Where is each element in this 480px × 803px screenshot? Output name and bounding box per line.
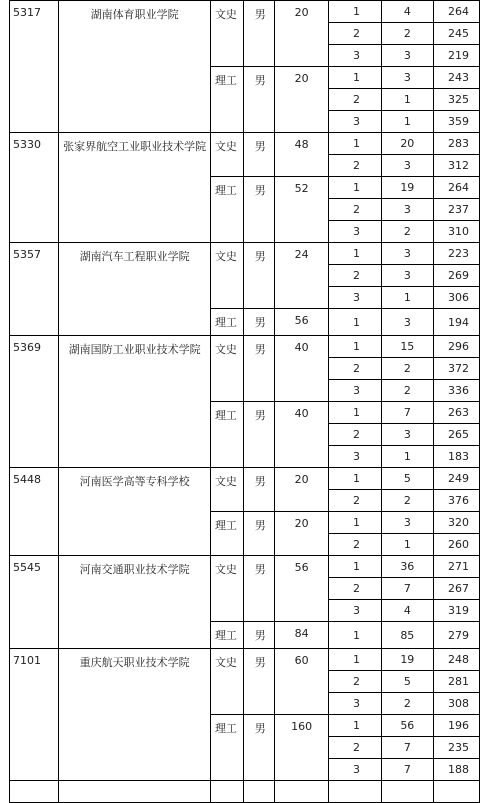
min-score: 312 [433, 155, 479, 177]
school-name: 湖南汽车工程职业学院 [59, 243, 211, 336]
school-code: 5357 [10, 243, 59, 336]
batch-number: 2 [328, 23, 381, 45]
table-row [10, 336, 480, 358]
batch-number: 2 [328, 265, 381, 287]
gender: 男 [243, 512, 275, 556]
table-row [10, 243, 480, 265]
min-score: 281 [433, 671, 479, 693]
empty-cell [328, 781, 381, 803]
table-body [10, 1, 480, 803]
min-score: 325 [433, 89, 479, 111]
min-score: 267 [433, 578, 479, 600]
min-score: 264 [433, 1, 479, 23]
batch-number: 2 [328, 199, 381, 221]
admitted-count: 1 [382, 534, 433, 556]
subject-category: 文史 [210, 649, 243, 715]
min-score: 260 [433, 534, 479, 556]
empty-cell [10, 781, 59, 803]
subject-category: 理工 [210, 715, 243, 781]
admitted-count: 2 [382, 380, 433, 402]
admitted-count: 7 [382, 759, 433, 781]
batch-number: 1 [328, 336, 381, 358]
min-score: 264 [433, 177, 479, 199]
plan-count: 56 [275, 309, 329, 336]
plan-count: 20 [275, 67, 329, 133]
school-name: 湖南国防工业职业技术学院 [59, 336, 211, 468]
school-name: 重庆航天职业技术学院 [59, 649, 211, 781]
min-score: 296 [433, 336, 479, 358]
gender: 男 [243, 715, 275, 781]
admitted-count: 19 [382, 649, 433, 671]
table-row [10, 649, 480, 671]
admitted-count: 85 [382, 622, 433, 649]
admitted-count: 2 [382, 693, 433, 715]
batch-number: 2 [328, 737, 381, 759]
school-name: 张家界航空工业职业技术学院 [59, 133, 211, 243]
min-score: 248 [433, 649, 479, 671]
subject-category: 理工 [210, 177, 243, 243]
admitted-count: 7 [382, 578, 433, 600]
subject-category: 理工 [210, 309, 243, 336]
plan-count: 40 [275, 402, 329, 468]
subject-category: 文史 [210, 133, 243, 177]
gender: 男 [243, 1, 275, 67]
admitted-count: 3 [382, 512, 433, 534]
batch-number: 2 [328, 578, 381, 600]
min-score: 310 [433, 221, 479, 243]
admitted-count: 3 [382, 199, 433, 221]
table-row [10, 468, 480, 490]
min-score: 183 [433, 446, 479, 468]
school-code: 5317 [10, 1, 59, 133]
batch-number: 2 [328, 490, 381, 512]
admitted-count: 3 [382, 67, 433, 89]
batch-number: 3 [328, 446, 381, 468]
min-score: 219 [433, 45, 479, 67]
school-name: 河南医学高等专科学校 [59, 468, 211, 556]
admitted-count: 1 [382, 89, 433, 111]
subject-category: 理工 [210, 402, 243, 468]
batch-number: 3 [328, 693, 381, 715]
admitted-count: 36 [382, 556, 433, 578]
admitted-count: 4 [382, 1, 433, 23]
school-code: 7101 [10, 649, 59, 781]
admitted-count: 3 [382, 155, 433, 177]
min-score: 263 [433, 402, 479, 424]
school-code: 5369 [10, 336, 59, 468]
min-score: 245 [433, 23, 479, 45]
batch-number: 1 [328, 133, 381, 155]
plan-count: 56 [275, 556, 329, 622]
min-score: 265 [433, 424, 479, 446]
batch-number: 3 [328, 287, 381, 309]
batch-number: 1 [328, 309, 381, 336]
batch-number: 1 [328, 512, 381, 534]
admitted-count: 2 [382, 221, 433, 243]
admitted-count: 20 [382, 133, 433, 155]
gender: 男 [243, 649, 275, 715]
admitted-count: 3 [382, 309, 433, 336]
admitted-count: 3 [382, 243, 433, 265]
admitted-count: 4 [382, 600, 433, 622]
min-score: 306 [433, 287, 479, 309]
subject-category: 文史 [210, 243, 243, 309]
min-score: 269 [433, 265, 479, 287]
min-score: 249 [433, 468, 479, 490]
batch-number: 1 [328, 556, 381, 578]
gender: 男 [243, 622, 275, 649]
gender: 男 [243, 468, 275, 512]
batch-number: 3 [328, 221, 381, 243]
min-score: 194 [433, 309, 479, 336]
batch-number: 3 [328, 111, 381, 133]
min-score: 235 [433, 737, 479, 759]
empty-cell [433, 781, 479, 803]
empty-cell [275, 781, 329, 803]
batch-number: 1 [328, 622, 381, 649]
gender: 男 [243, 402, 275, 468]
min-score: 320 [433, 512, 479, 534]
admitted-count: 2 [382, 490, 433, 512]
subject-category: 文史 [210, 556, 243, 622]
batch-number: 3 [328, 380, 381, 402]
subject-category: 文史 [210, 336, 243, 402]
batch-number: 2 [328, 155, 381, 177]
empty-cell [243, 781, 275, 803]
admitted-count: 1 [382, 287, 433, 309]
min-score: 243 [433, 67, 479, 89]
table-row [10, 556, 480, 578]
batch-number: 2 [328, 358, 381, 380]
gender: 男 [243, 133, 275, 177]
plan-count: 20 [275, 512, 329, 556]
school-name: 湖南体育职业学院 [59, 1, 211, 133]
admitted-count: 3 [382, 265, 433, 287]
admitted-count: 3 [382, 45, 433, 67]
batch-number: 1 [328, 468, 381, 490]
min-score: 319 [433, 600, 479, 622]
batch-number: 1 [328, 67, 381, 89]
plan-count: 20 [275, 468, 329, 512]
batch-number: 2 [328, 89, 381, 111]
subject-category: 理工 [210, 512, 243, 556]
empty-cell [59, 781, 211, 803]
gender: 男 [243, 67, 275, 133]
gender: 男 [243, 309, 275, 336]
gender: 男 [243, 336, 275, 402]
plan-count: 60 [275, 649, 329, 715]
subject-category: 理工 [210, 622, 243, 649]
batch-number: 1 [328, 649, 381, 671]
min-score: 237 [433, 199, 479, 221]
batch-number: 1 [328, 177, 381, 199]
batch-number: 1 [328, 1, 381, 23]
min-score: 196 [433, 715, 479, 737]
min-score: 188 [433, 759, 479, 781]
admitted-count: 5 [382, 671, 433, 693]
plan-count: 160 [275, 715, 329, 781]
min-score: 336 [433, 380, 479, 402]
batch-number: 1 [328, 715, 381, 737]
batch-number: 3 [328, 759, 381, 781]
admitted-count: 56 [382, 715, 433, 737]
batch-number: 1 [328, 402, 381, 424]
admitted-count: 2 [382, 23, 433, 45]
table-row [10, 781, 480, 803]
plan-count: 40 [275, 336, 329, 402]
admitted-count: 19 [382, 177, 433, 199]
empty-cell [210, 781, 243, 803]
min-score: 223 [433, 243, 479, 265]
min-score: 279 [433, 622, 479, 649]
batch-number: 3 [328, 600, 381, 622]
plan-count: 52 [275, 177, 329, 243]
empty-cell [382, 781, 433, 803]
plan-count: 20 [275, 1, 329, 67]
subject-category: 文史 [210, 1, 243, 67]
min-score: 376 [433, 490, 479, 512]
batch-number: 2 [328, 671, 381, 693]
gender: 男 [243, 556, 275, 622]
school-code: 5448 [10, 468, 59, 556]
admitted-count: 1 [382, 111, 433, 133]
table-row [10, 133, 480, 155]
min-score: 308 [433, 693, 479, 715]
admitted-count: 5 [382, 468, 433, 490]
admitted-count: 1 [382, 446, 433, 468]
min-score: 283 [433, 133, 479, 155]
school-code: 5330 [10, 133, 59, 243]
batch-number: 3 [328, 45, 381, 67]
admission-table [9, 0, 480, 803]
min-score: 359 [433, 111, 479, 133]
table-row [10, 1, 480, 23]
admitted-count: 15 [382, 336, 433, 358]
school-code: 5545 [10, 556, 59, 649]
school-name: 河南交通职业技术学院 [59, 556, 211, 649]
admitted-count: 3 [382, 424, 433, 446]
batch-number: 2 [328, 534, 381, 556]
subject-category: 文史 [210, 468, 243, 512]
admitted-count: 7 [382, 737, 433, 759]
admitted-count: 2 [382, 358, 433, 380]
gender: 男 [243, 177, 275, 243]
admitted-count: 7 [382, 402, 433, 424]
batch-number: 1 [328, 243, 381, 265]
batch-number: 2 [328, 424, 381, 446]
subject-category: 理工 [210, 67, 243, 133]
min-score: 271 [433, 556, 479, 578]
plan-count: 84 [275, 622, 329, 649]
gender: 男 [243, 243, 275, 309]
plan-count: 24 [275, 243, 329, 309]
min-score: 372 [433, 358, 479, 380]
plan-count: 48 [275, 133, 329, 177]
